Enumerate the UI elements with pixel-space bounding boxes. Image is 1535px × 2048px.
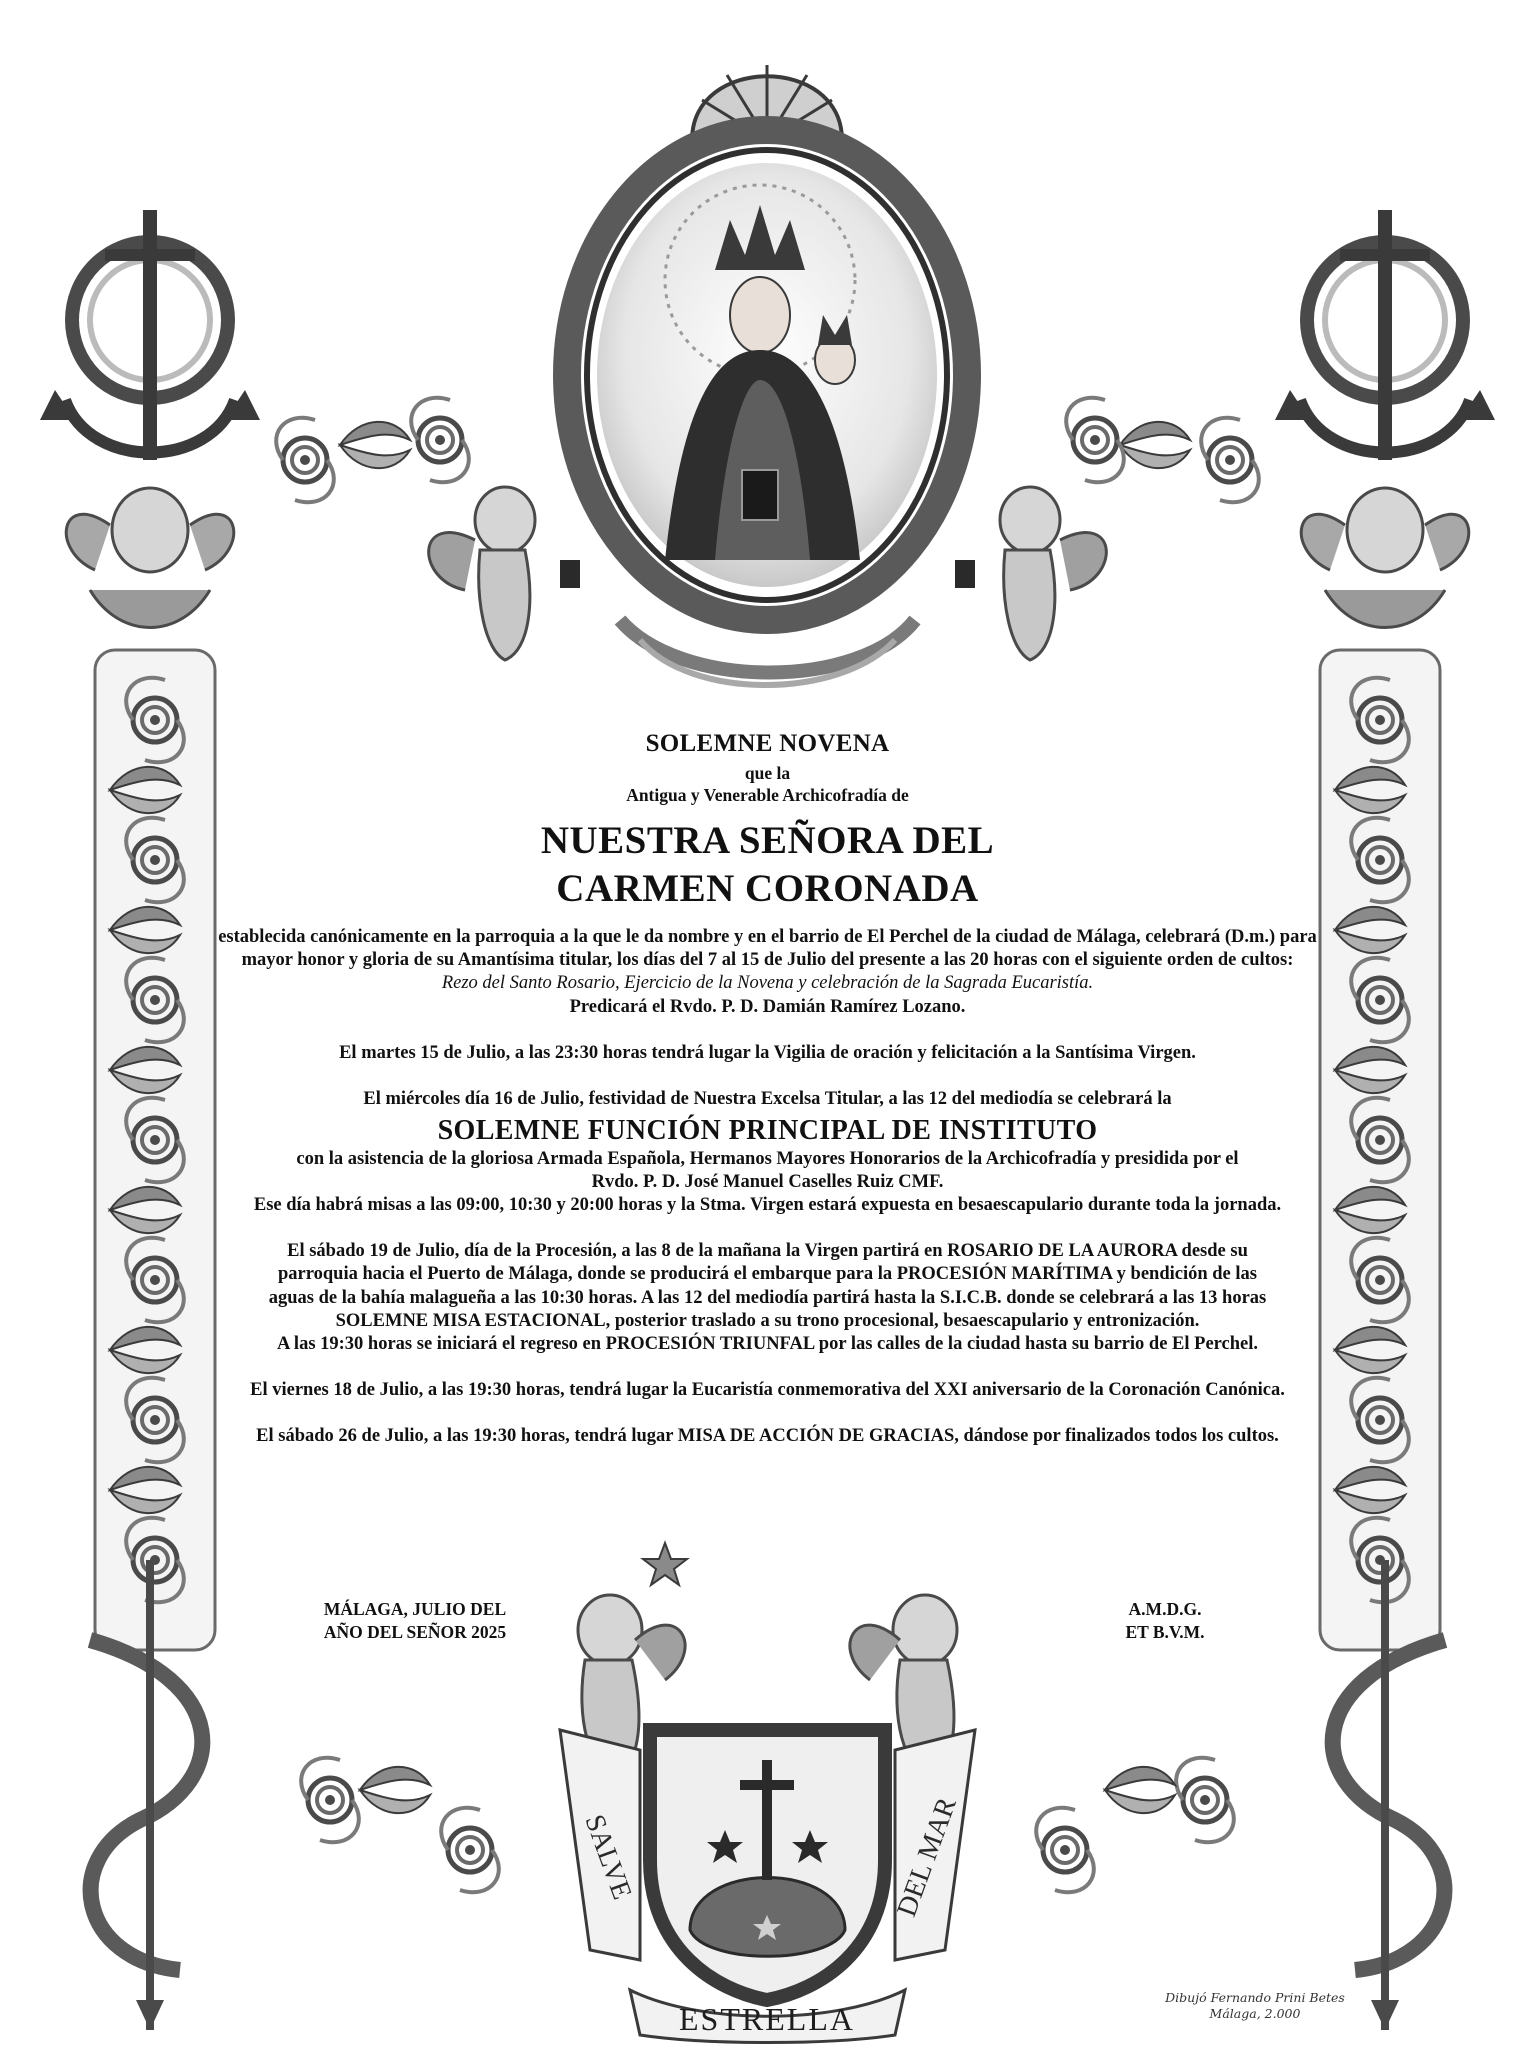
procesion-line-1: El sábado 19 de Julio, día de la Procesión, a las 8 de la mañana la Virgen partirá en ROSARIO DE LA AURORA desde su: [287, 1241, 1248, 1262]
carmel-shield-icon: [650, 1730, 885, 2000]
signature-line-2: Málaga, 2.000: [1209, 2006, 1301, 2022]
ribbon-left-text: SALVE: [578, 1810, 638, 1904]
title-line-2: CARMEN CORONADA: [556, 866, 979, 910]
place-date-line-2: AÑO DEL SEÑOR 2025: [323, 1621, 507, 1642]
notice-body: [215, 728, 1320, 1448]
line-archicofradia: Antigua y Venerable Archicofradía de: [626, 785, 909, 806]
place-date-line-1: MÁLAGA, JULIO DEL: [323, 1599, 507, 1619]
starfish-icon: [643, 1543, 687, 1585]
preacher-line: Predicará el Rvdo. P. D. Damián Ramírez Lozano.: [569, 996, 966, 1017]
ribbon-left: [560, 1730, 640, 1960]
ribbon-bottom-text: ESTRELLA: [679, 2001, 855, 2037]
funcion-title: SOLEMNE FUNCIÓN PRINCIPAL DE INSTITUTO: [437, 1114, 1098, 1146]
cherub-icon: [429, 487, 580, 660]
funcion-line-1: con la asistencia de la gloriosa Armada Española, Hermanos Mayores Honorarios de la Archicofradía y presidida por el: [296, 1148, 1239, 1169]
procesion-line-4: SOLEMNE MISA ESTACIONAL, posterior traslado a su trono procesional, besaescapulario y entronización.: [335, 1310, 1200, 1331]
funcion-line-3: Ese día habrá misas a las 09:00, 10:30 y 20:00 horas y la Stma. Virgen estará expuesta en besaescapulario durante toda la jornada.: [253, 1195, 1282, 1216]
aniversario-paragraph: El viernes 18 de Julio, a las 19:30 horas, tendrá lugar la Eucaristía conmemorativa del XXI aniversario de la Coronación Canónica.: [250, 1379, 1285, 1400]
procesion-line-3: aguas de la bahía malagueña a las 10:30 horas. A las 12 del mediodía partirá hasta la S.I.C.B. donde se celebrará a las 13 horas: [268, 1287, 1267, 1308]
place-date: [300, 1598, 530, 1644]
anchor-icon: [1275, 210, 1495, 460]
ribbon-right-text: DEL MAR: [891, 1793, 963, 1921]
procesion-line-2: parroquia hacia el Puerto de Málaga, donde se producirá el embarque para la PROCESIÓN MARÍTIMA y bendición de las: [277, 1264, 1257, 1285]
motto-line-1: A.M.D.G.: [1128, 1599, 1202, 1619]
intro-paragraph: establecida canónicamente en la parroquia a la que le da nombre y en el barrio de El Perchel de la ciudad de Málaga, celebrará (D.m.) para mayor honor y gloria de su Amantísima titular, los días del 7 al 15 de Julio del presente a las 20 horas con el siguiente orden de cultos:: [218, 927, 1317, 971]
title-line-1: NUESTRA SEÑORA DEL: [540, 819, 995, 862]
cherub-icon: [66, 488, 233, 628]
line-que-la: que la: [744, 763, 791, 784]
cultos-line: Rezo del Santo Rosario, Ejercicio de la Novena y celebración de la Sagrada Eucaristía.: [441, 973, 1094, 994]
funcion-intro: El miércoles día 16 de Julio, festividad de Nuestra Excelsa Titular, a las 12 del mediodía se celebrará la: [363, 1088, 1172, 1109]
virgin-portrait-icon: [567, 130, 967, 620]
cherub-icon: [1301, 488, 1468, 628]
anchor-icon: [40, 210, 260, 460]
funcion-line-2: Rvdo. P. D. José Manuel Caselles Ruiz CMF.: [591, 1172, 944, 1193]
motto-line-2: ET B.V.M.: [1125, 1621, 1205, 1642]
left-pillar: [95, 650, 215, 1650]
motto: [1090, 1598, 1240, 1644]
gracias-paragraph: El sábado 26 de Julio, a las 19:30 horas, tendrá lugar MISA DE ACCIÓN DE GRACIAS, dándose por finalizados todos los cultos.: [256, 1426, 1279, 1447]
procesion-line-5: A las 19:30 horas se iniciará el regreso en PROCESIÓN TRIUNFAL por las calles de la ciudad hasta su barrio de El Perchel.: [276, 1333, 1259, 1354]
signature-line-1: Dibujó Fernando Prini Betes: [1165, 1990, 1345, 2005]
vigil-paragraph: El martes 15 de Julio, a las 23:30 horas tendrá lugar la Vigilia de oración y felicitación a la Santísima Virgen.: [339, 1042, 1196, 1063]
right-pillar: [1320, 650, 1440, 1650]
ribbon-right: [891, 1730, 975, 1960]
heading: SOLEMNE NOVENA: [645, 730, 890, 757]
cherub-icon: [955, 487, 1106, 660]
artist-signature: [1150, 1990, 1360, 2023]
